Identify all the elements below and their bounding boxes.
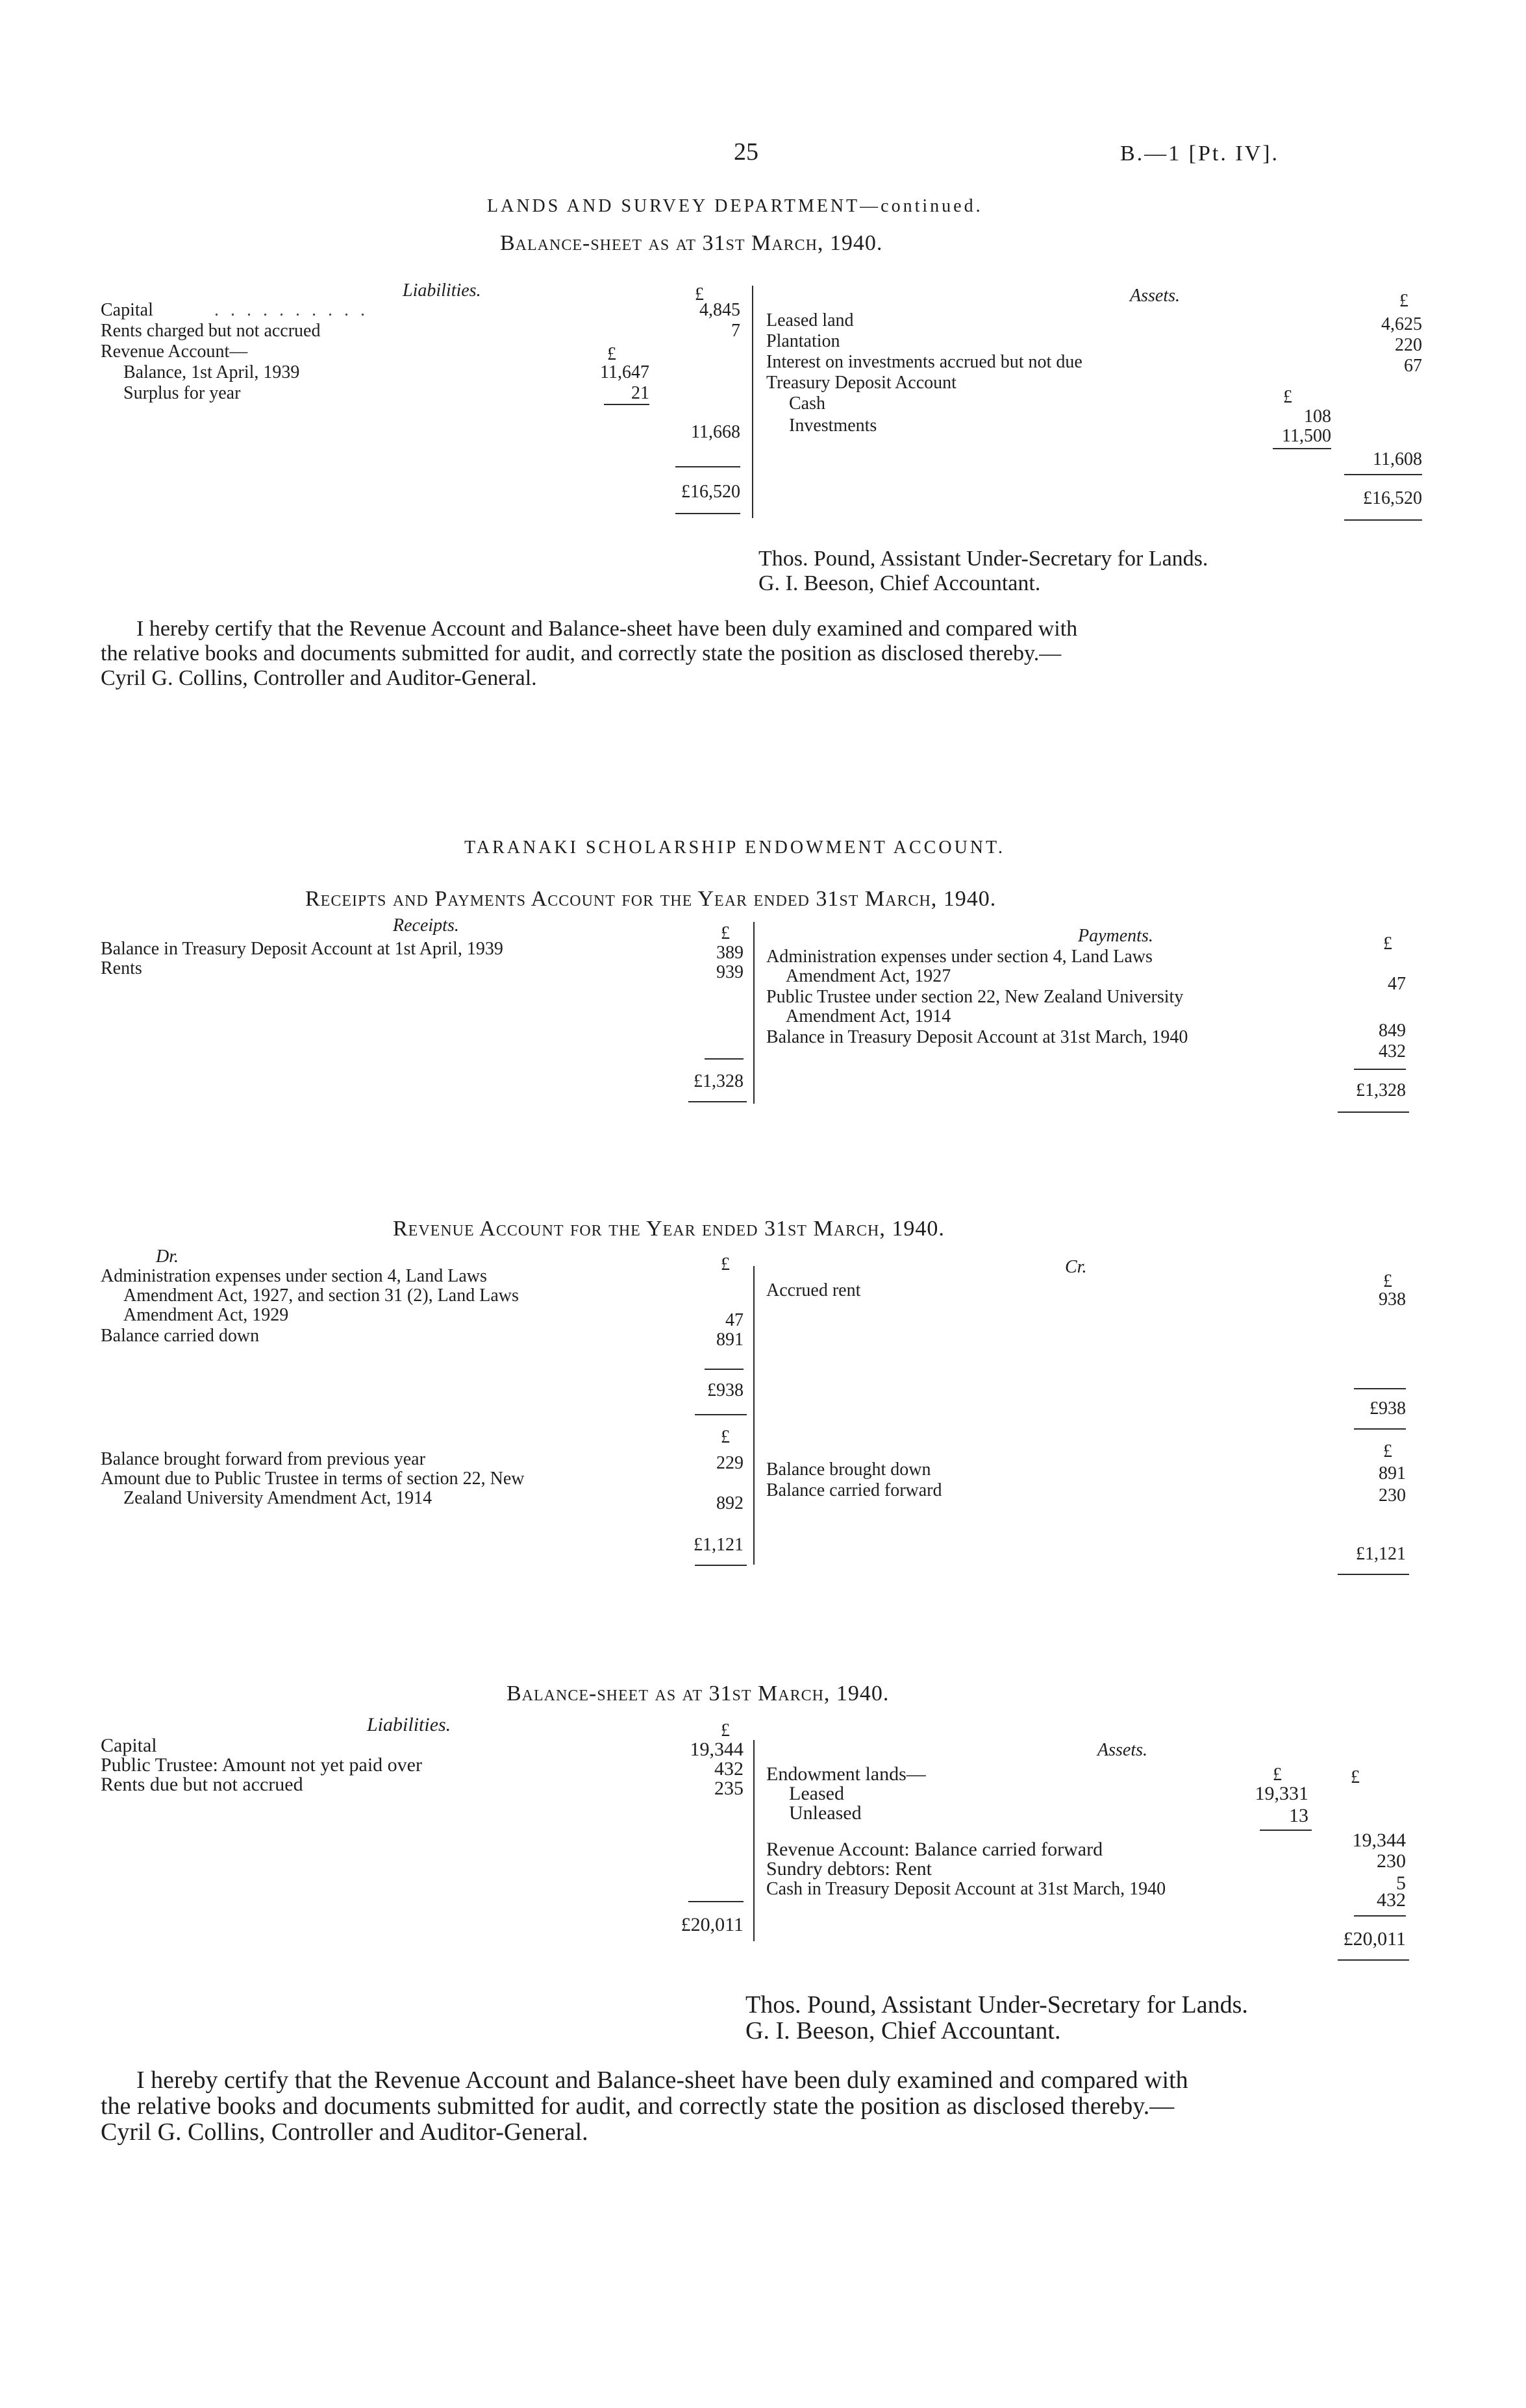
- debit-line: Amendment Act, 1929: [123, 1305, 289, 1325]
- document-reference: B.—1 [Pt. IV].: [1120, 142, 1280, 166]
- receipt-label: Rents: [101, 958, 142, 978]
- liability-subamount: 21: [631, 383, 649, 403]
- debit-line: Balance brought forward from previous year: [101, 1449, 425, 1469]
- certification-text: Cyril G. Collins, Controller and Auditor-General.: [101, 666, 537, 690]
- payment-label: Amendment Act, 1927: [786, 966, 951, 986]
- section-subtitle: Receipts and Payments Account for the Year ended 31st March, 1940.: [305, 887, 997, 911]
- signature-line: Thos. Pound, Assistant Under-Secretary for Lands.: [758, 547, 1208, 571]
- pound-sign: £: [695, 284, 704, 304]
- total-double-rule: [688, 1101, 747, 1102]
- debit-amount: 892: [716, 1493, 744, 1513]
- asset-amount: 230: [1377, 1850, 1406, 1872]
- pound-sign: £: [1351, 1767, 1360, 1787]
- liability-label: Public Trustee: Amount not yet paid over: [101, 1754, 422, 1776]
- asset-label: Cash in Treasury Deposit Account at 31st March, 1940: [766, 1879, 1166, 1899]
- liability-amount: 235: [714, 1778, 744, 1799]
- subtotal-rule: [604, 404, 649, 405]
- liability-total: £16,520: [681, 482, 740, 502]
- liability-label: Capital: [101, 1735, 157, 1756]
- debit-line: Amendment Act, 1927, and section 31 (2), Land Laws: [123, 1285, 519, 1306]
- total-double-rule: [1338, 1111, 1409, 1113]
- asset-label: Plantation: [766, 331, 840, 351]
- leader-dots: ..........: [214, 300, 377, 320]
- asset-subamount: 13: [1289, 1805, 1308, 1826]
- liability-label: Surplus for year: [123, 383, 241, 403]
- debit-line: Zealand University Amendment Act, 1914: [123, 1488, 432, 1508]
- total-rule: [705, 1058, 744, 1060]
- subtotal-rule: [1260, 1830, 1312, 1831]
- debit-line: Balance carried down: [101, 1326, 260, 1346]
- credit-line: Balance brought down: [766, 1459, 931, 1480]
- pound-sign: £: [1273, 1765, 1282, 1785]
- certification-text: I hereby certify that the Revenue Account and Balance-sheet have been duly examined and compared with: [136, 617, 1078, 641]
- pound-sign: £: [721, 1254, 730, 1274]
- credit-heading: Cr.: [1065, 1257, 1087, 1277]
- total-rule: [688, 1901, 744, 1902]
- pound-sign: £: [1383, 934, 1392, 954]
- asset-label: Revenue Account: Balance carried forward: [766, 1839, 1103, 1860]
- pound-sign: £: [1383, 1441, 1392, 1461]
- payment-label: Amendment Act, 1914: [786, 1006, 951, 1026]
- asset-subamount: 19,331: [1255, 1783, 1308, 1804]
- total-double-rule: [1354, 1428, 1406, 1430]
- liability-label: Rents charged but not accrued: [101, 321, 321, 341]
- asset-subamount: 108: [1304, 406, 1331, 427]
- credit-line: Balance carried forward: [766, 1480, 942, 1500]
- payment-label: Public Trustee under section 22, New Zealand University: [766, 987, 1184, 1007]
- pound-sign: £: [607, 344, 616, 364]
- liabilities-heading: Liabilities.: [367, 1714, 451, 1735]
- asset-amount: 4,625: [1381, 314, 1422, 334]
- total-rule: [1354, 1388, 1406, 1389]
- asset-label: Endowment lands—: [766, 1763, 926, 1785]
- debit-line: Administration expenses under section 4, Land Laws: [101, 1266, 487, 1286]
- liability-subtotal: 11,668: [691, 422, 740, 442]
- section-subtitle: Balance-sheet as at 31st March, 1940.: [507, 1682, 890, 1706]
- certification-text: I hereby certify that the Revenue Account and Balance-sheet have been duly examined and compared with: [136, 2067, 1188, 2094]
- asset-label: Sundry debtors: Rent: [766, 1858, 932, 1880]
- payments-heading: Payments.: [1078, 926, 1153, 946]
- payment-amount: 47: [1388, 974, 1406, 994]
- liability-label: Rents due but not accrued: [101, 1774, 303, 1795]
- page-number: 25: [734, 138, 758, 166]
- pound-sign: £: [1399, 291, 1408, 311]
- total-rule: [1354, 1069, 1406, 1070]
- liability-label: Capital: [101, 300, 153, 320]
- certification-text: the relative books and documents submitted for audit, and correctly state the position as disclosed thereby.—: [101, 2092, 1175, 2120]
- asset-label: Interest on investments accrued but not due: [766, 352, 1082, 372]
- credit-amount: 230: [1379, 1485, 1406, 1506]
- liability-amount: 4,845: [699, 300, 740, 320]
- asset-subamount: 11,500: [1282, 426, 1331, 446]
- asset-label: Unleased: [789, 1802, 862, 1824]
- receipt-amount: 389: [716, 943, 744, 963]
- liability-total: £20,011: [681, 1914, 744, 1935]
- total-double-rule: [1338, 1574, 1409, 1575]
- column-divider: [753, 1266, 755, 1565]
- pound-sign: £: [721, 1427, 730, 1447]
- debit-amount: 229: [716, 1453, 744, 1473]
- credit-total: £1,121: [1356, 1544, 1406, 1564]
- column-divider: [753, 922, 755, 1104]
- assets-heading: Assets.: [1097, 1740, 1147, 1760]
- asset-label: Leased: [789, 1783, 844, 1804]
- payments-total: £1,328: [1356, 1080, 1406, 1100]
- section-subtitle: Balance-sheet as at 31st March, 1940.: [500, 231, 883, 255]
- liability-subamount: 11,647: [600, 362, 649, 382]
- asset-subtotal: 19,344: [1352, 1830, 1406, 1851]
- debit-amount: 891: [716, 1330, 744, 1350]
- subtotal-rule: [1273, 448, 1331, 449]
- section-title: TARANAKI SCHOLARSHIP ENDOWMENT ACCOUNT.: [464, 838, 1006, 858]
- debit-line: Amount due to Public Trustee in terms of section 22, New: [101, 1469, 525, 1489]
- section-title: Revenue Account for the Year ended 31st March, 1940.: [393, 1217, 945, 1241]
- certification-text: Cyril G. Collins, Controller and Auditor-General.: [101, 2118, 588, 2146]
- total-double-rule: [695, 1565, 747, 1566]
- liability-amount: 7: [731, 321, 740, 341]
- total-double-rule: [1344, 519, 1422, 521]
- asset-amount: 432: [1377, 1889, 1406, 1911]
- column-divider: [752, 286, 753, 518]
- payment-amount: 432: [1379, 1041, 1406, 1061]
- asset-label: Investments: [789, 416, 877, 436]
- liability-label: Revenue Account—: [101, 341, 248, 362]
- total-rule: [675, 466, 740, 467]
- payment-label: Administration expenses under section 4, Land Laws: [766, 947, 1153, 967]
- asset-total: £20,011: [1343, 1928, 1406, 1950]
- debit-heading: Dr.: [156, 1247, 179, 1267]
- pound-sign: £: [1283, 387, 1292, 407]
- signature-line: G. I. Beeson, Chief Accountant.: [745, 2017, 1061, 2044]
- total-double-rule: [695, 1414, 747, 1415]
- asset-label: Cash: [789, 393, 825, 414]
- liabilities-heading: Liabilities.: [403, 280, 481, 301]
- receipt-label: Balance in Treasury Deposit Account at 1st April, 1939: [101, 939, 503, 959]
- receipts-total: £1,328: [694, 1071, 744, 1091]
- liability-label: Balance, 1st April, 1939: [123, 362, 300, 382]
- pound-sign: £: [721, 1720, 730, 1741]
- debit-total: £938: [707, 1380, 744, 1400]
- signature-line: Thos. Pound, Assistant Under-Secretary for Lands.: [745, 1991, 1248, 2018]
- asset-total: £16,520: [1363, 488, 1422, 508]
- credit-line: Accrued rent: [766, 1280, 861, 1300]
- credit-amount: 891: [1379, 1463, 1406, 1483]
- total-rule: [705, 1369, 744, 1370]
- assets-heading: Assets.: [1130, 286, 1180, 306]
- pound-sign: £: [1383, 1271, 1392, 1291]
- asset-label: Leased land: [766, 310, 854, 330]
- liability-amount: 432: [714, 1758, 744, 1780]
- total-double-rule: [1338, 1959, 1409, 1961]
- liability-amount: 19,344: [690, 1739, 744, 1760]
- debit-total: £1,121: [694, 1535, 744, 1555]
- receipts-heading: Receipts.: [393, 915, 459, 936]
- signature-line: G. I. Beeson, Chief Accountant.: [758, 571, 1041, 595]
- debit-amount: 47: [725, 1310, 744, 1330]
- asset-amount: 220: [1395, 335, 1422, 355]
- credit-total: £938: [1370, 1398, 1406, 1419]
- certification-text: the relative books and documents submitted for audit, and correctly state the position as disclosed thereby.—: [101, 641, 1062, 665]
- total-double-rule: [675, 513, 740, 514]
- payment-label: Balance in Treasury Deposit Account at 31st March, 1940: [766, 1027, 1188, 1047]
- asset-amount: 67: [1404, 356, 1422, 376]
- pound-sign: £: [721, 923, 730, 943]
- asset-amount: 5: [1396, 1872, 1406, 1894]
- asset-subtotal: 11,608: [1373, 449, 1422, 469]
- credit-amount: 938: [1379, 1289, 1406, 1310]
- receipt-amount: 939: [716, 962, 744, 982]
- column-divider: [753, 1740, 755, 1941]
- total-rule: [1354, 1915, 1406, 1917]
- payment-amount: 849: [1379, 1021, 1406, 1041]
- section-title: LANDS AND SURVEY DEPARTMENT—continued.: [487, 196, 983, 216]
- total-rule: [1344, 474, 1422, 475]
- asset-label: Treasury Deposit Account: [766, 373, 957, 393]
